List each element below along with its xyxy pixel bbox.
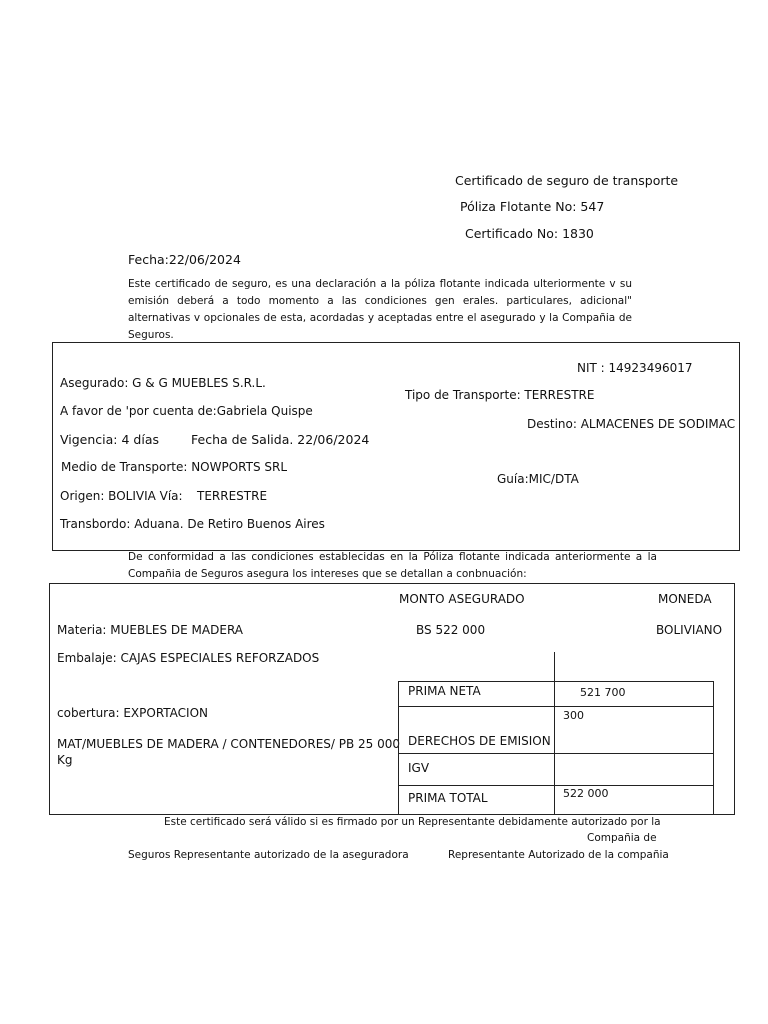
table-divider: [398, 785, 714, 786]
table-divider: [398, 753, 714, 754]
premium-value: 300: [563, 709, 584, 722]
issue-date: Fecha:22/06/2024: [128, 252, 241, 267]
guide: Guía:MIC/DTA: [497, 472, 579, 486]
premium-label: PRIMA NETA: [408, 684, 481, 698]
premium-label: DERECHOS DE EMISION: [408, 734, 551, 748]
insured-amount-header: MONTO ASEGURADO: [399, 592, 525, 606]
insurer-signature-label: Seguros Representante autorizado de la aseguradora: [128, 849, 409, 861]
packaging: Embalaje: CAJAS ESPECIALES REFORZADOS: [57, 651, 320, 665]
validity-note: Este certificado será válido si es firmado por un Representante debidamente autorizado por la: [164, 816, 661, 828]
insured-party: Asegurado: G & G MUEBLES S.R.L.: [60, 376, 266, 390]
departure-date: Fecha de Salida. 22/06/2024: [191, 432, 370, 447]
intro-paragraph: Este certificado de seguro, es una declaración a la póliza flotante indicada ulteriormente v su emisión deberá a todo momento a las condiciones gen erales. particulares, adicional" alternativas v opcionales de esta, acordadas y aceptadas entre el asegurado y la Compañia de Seguros.: [128, 278, 632, 341]
conformity-paragraph: De conformidad a las condiciones establecidas en la Póliza flotante indicada anteriormente a la Compañia de Seguros asegura los intereses que se detallan a conbnuación:: [128, 551, 657, 580]
origin: Origen: BOLIVIA Vía:: [60, 489, 183, 503]
premium-value: 521 700: [580, 686, 626, 699]
certificate-title: Certificado de seguro de transporte: [455, 173, 679, 188]
destination: Destino: ALMACENES DE SODIMAC: [527, 417, 736, 431]
subject-matter: Materia: MUEBLES DE MADERA: [57, 623, 244, 637]
validity: Vigencia: 4 días: [60, 432, 159, 447]
table-divider: [554, 681, 555, 815]
goods-description-line1: MAT/MUEBLES DE MADERA / CONTENEDORES/ PB 25 000: [57, 737, 401, 751]
beneficiary: A favor de 'por cuenta de:Gabriela Quispe: [60, 404, 313, 418]
transport-type: Tipo de Transporte: TERRESTRE: [405, 388, 595, 402]
policy-number: Póliza Flotante No: 547: [460, 199, 605, 214]
route: TERRESTRE: [197, 489, 268, 503]
validity-note-continued: Compañia de: [587, 832, 657, 844]
company-signature-label: Representante Autorizado de la compañia: [448, 849, 669, 861]
premium-label: IGV: [408, 761, 430, 775]
nit: NIT : 14923496017: [577, 361, 693, 375]
table-divider: [398, 706, 714, 707]
table-divider: [554, 652, 555, 681]
insured-amount: BS 522 000: [416, 623, 486, 637]
goods-description-line2: Kg: [57, 753, 73, 767]
transport-means: Medio de Transporte: NOWPORTS SRL: [61, 460, 288, 474]
transshipment: Transbordo: Aduana. De Retiro Buenos Aires: [60, 517, 325, 531]
coverage-type: cobertura: EXPORTACION: [57, 706, 209, 720]
premium-label: PRIMA TOTAL: [408, 791, 488, 805]
currency: BOLIVIANO: [656, 623, 723, 637]
currency-header: MONEDA: [658, 592, 712, 606]
certificate-number: Certificado No: 1830: [465, 226, 594, 241]
premium-value: 522 000: [563, 787, 609, 800]
